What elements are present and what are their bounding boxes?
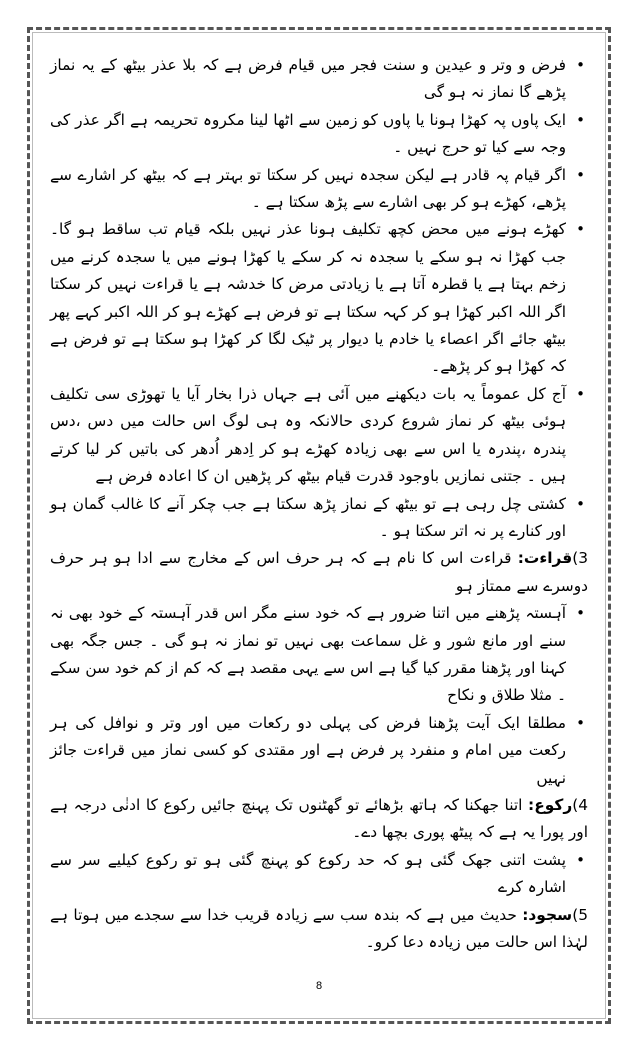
section-heading: رکوع: [528, 795, 573, 814]
section-heading: سجود: [522, 905, 573, 924]
bullet-item [50, 52, 588, 107]
section-sujood [50, 902, 588, 957]
section-number: 3) [572, 549, 588, 568]
section-ruku [50, 792, 588, 847]
section-number: 5) [572, 905, 588, 924]
section-text: اتنا جھکنا کہ ہاتھ بڑھائے تو گھٹنوں تک پہنچ جائیں رکوع کا ادنٰی درجہ ہے اور پورا یہ ہے کہ پیٹھ پوری بچھا دے۔ [50, 795, 588, 842]
bullet-item [50, 107, 588, 162]
page-number: 8 [315, 980, 323, 992]
item-text: مطلقا ایک آیت پڑھنا فرض کی پہلی دو رکعات میں اور وتر و نوافل کی ہر رکعت میں امام و منفرد پر فرض ہے اور مقتدی کو کسی نماز میں قراءت جائز نہیں [50, 713, 566, 787]
bullet-item [50, 710, 588, 792]
item-text: کھڑے ہونے میں محض کچھ تکلیف ہونا عذر نہیں بلکہ قیام تب ساقط ہو گا۔ جب کھڑا نہ ہو سکے یا سجدہ نہ کر سکے یا کھڑا ہونے میں یا سجدہ کرنے میں زخم بہتا ہے یا قطرہ آتا ہے یا زیادتی مرض کا خدشہ ہے یا قراءت نہیں کر سکتا اگر اللہ اکبر کھڑا ہو کر کہہ سکتا ہے تو فرض ہے کھڑے ہو کر اللہ اکبر کہے پھر بیٹھ جائے اگر اعصاء یا خادم یا دیوار پر ٹیک لگا کر کھڑا ہو سکتا ہے تو فرض ہے کہ کھڑا ہو کر پڑھے۔ [50, 220, 566, 376]
section-heading: قراءت: [517, 549, 573, 568]
bullet-item [50, 216, 588, 380]
bullet-item [50, 381, 588, 491]
item-text: پشت اتنی جھک گئی ہو کہ حد رکوع کو پہنچ گئی ہو تو رکوع کیلیے سر سے اشارہ کرے [50, 850, 566, 897]
bullet-item [50, 491, 588, 546]
bullet-item [50, 162, 588, 217]
item-text: ایک پاوں پہ کھڑا ہونا یا پاوں کو زمین سے اٹھا لینا مکروہ تحریمہ ہے اگر عذر کی وجہ سے کیا تو حرج نہیں ۔ [50, 110, 566, 157]
document-body [50, 52, 588, 956]
item-text: آج کل عموماً یہ بات دیکھنے میں آئی ہے جہاں ذرا بخار آیا یا تھوڑی سی تکلیف ہوئی بیٹھ کر نماز شروع کردی حالانکہ وہ ہی لوگ اس حالت میں دس ،دس پندرہ ،پندرہ یا اس سے بھی زیادہ کھڑے ہو کر اِدھر اُدھر کی باتیں کر لیا کرتے ہیں ۔ جتنی نمازیں باوجود قدرت قیام بیٹھ کر پڑھیں ان کا اعادہ فرض ہے [50, 384, 566, 486]
item-text: فرض و وتر و عیدین و سنت فجر میں قیام فرض ہے کہ بلا عذر بیٹھ کے یہ نماز پڑھے گا نماز نہ ہو گی [50, 56, 566, 102]
section-text: حدیث میں ہے کہ بندہ سب سے زیادہ قریب خدا سے سجدے میں ہوتا ہے لہٰذا اس حالت میں زیادہ دعا کرو۔ [50, 905, 588, 951]
item-text: اگر قیام پہ قادر ہے لیکن سجدہ نہیں کر سکتا تو بہتر ہے کہ بیٹھ کر اشارے سے پڑھے، کھڑے ہو کر بھی اشارے سے پڑھ سکتا ہے ۔ [50, 165, 566, 212]
section-text: قراءت اس کا نام ہے کہ ہر حرف اس کے مخارج سے ادا ہو ہر حرف دوسرے سے ممتاز ہو [50, 549, 588, 595]
section-qiraat [50, 545, 588, 600]
item-text: کشتی چل رہی ہے تو بیٹھ کے نماز پڑھ سکتا ہے جب چکر آنے کا غالب گمان ہو اور کنارے پر نہ اتر سکتا ہو ۔ [50, 494, 566, 540]
bullet-item [50, 847, 588, 902]
bullet-item [50, 600, 588, 710]
item-text: آہستہ پڑھنے میں اتنا ضرور ہے کہ خود سنے مگر اس قدر آہستہ کے خود بھی نہ سنے اور مانع شور و غل سماعت بھی نہیں تو نماز نہ ہو گی ۔ جس جگہ بھی کہنا اور پڑھنا مقرر کیا گیا ہے اس سے یہی مقصد ہے کہ کم از کم خود سن سکے ۔ مثلا طلاق و نکاح [50, 604, 566, 705]
section-number: 4) [572, 795, 588, 814]
